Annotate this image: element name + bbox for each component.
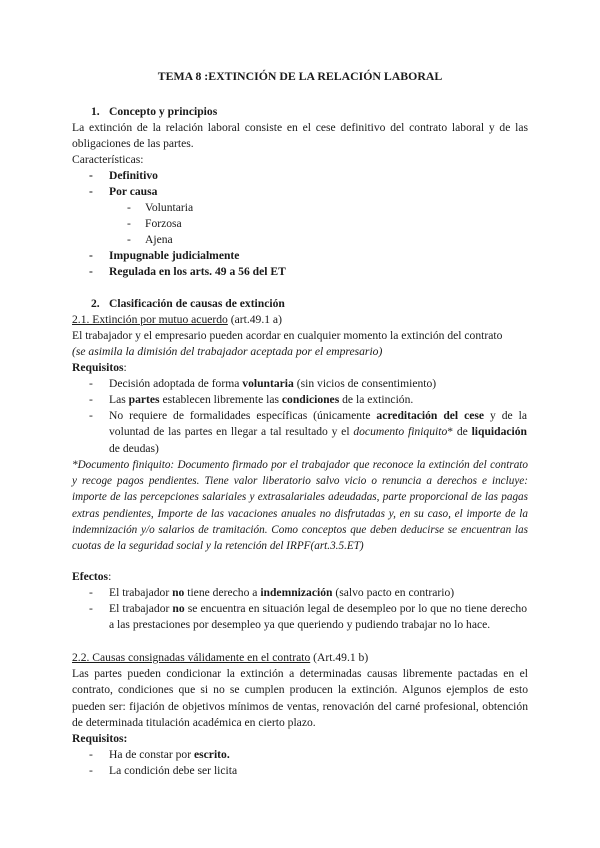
list-item: - No requiere de formalidades específicas (únicamente acreditación del cese y de la voluntad de las partes en llegar a tal resultado y el documento finiquito* de liquidación de deudas) <box>89 409 527 455</box>
list-item: - Las partes establecen libremente las condiciones de la extinción. <box>89 393 414 406</box>
list-item: - Decisión adoptada de forma voluntaria (sin vicios de consentimiento) <box>89 377 437 390</box>
requirements-label: Requisitos: <box>72 732 128 745</box>
section-2-number: 2. <box>91 297 100 310</box>
list-item: - La condición debe ser licita <box>89 764 238 777</box>
list-item: - Regulada en los arts. 49 a 56 del ET <box>89 265 286 278</box>
section-1-number: 1. <box>91 105 100 118</box>
subsection-2-1-heading: 2.1. Extinción por mutuo acuerdo (art.49.1 a) <box>72 313 282 326</box>
subsection-2-1-note: (se asimila la dimisión del trabajador aceptada por el empresario) <box>72 345 383 358</box>
list-item: - El trabajador no se encuentra en situación legal de desempleo por lo que no tiene derecho a las prestaciones por desempleo ya que queriendo y pudiendo trabajar no lo hace. <box>89 602 528 632</box>
requirements-label: Requisitos: <box>72 361 127 374</box>
list-item: - Ha de constar por escrito. <box>89 748 230 761</box>
subsection-2-1-text: El trabajador y el empresario pueden acordar en cualquier momento la extinción del contrato <box>72 329 503 342</box>
sub-list-item: - Forzosa <box>127 217 182 230</box>
characteristics-label: Características: <box>72 153 144 166</box>
list-item: - Por causa <box>89 185 158 198</box>
subsection-2-2-text: Las partes pueden condicionar la extinción a determinadas causas libremente pactadas en el contrato, condiciones que si no se cumplen producen la extinción. Algunos ejemplos de esto pueden ser: fijación de objetivos mínimos de ventas, renovación del carné profesional, obtención de determinada titulación académica en cierto plazo. <box>72 667 528 729</box>
subsection-2-2-heading: 2.2. Causas consignadas válidamente en el contrato (Art.49.1 b) <box>72 651 369 664</box>
section-2-title: Clasificación de causas de extinción <box>109 297 285 310</box>
section-1-intro: La extinción de la relación laboral consiste en el cese definitivo del contrato laboral y de las obligaciones de las partes. <box>72 121 528 151</box>
list-item: - El trabajador no tiene derecho a indemnización (salvo pacto en contrario) <box>89 586 455 599</box>
finiquito-footnote: *Documento finiquito: Documento firmado por el trabajador que reconoce la extinción del contrato y recoge pagos pendientes. Tiene valor liberatorio salvo vicio o renuncia a derechos e incluye: importe de las percepciones salariales y extrasalariales adeudadas, parte proporcional de las pagas extras pendientes, Importe de las vacaciones anuales no disfrutadas y, en su caso, el importe de la indemnización y/o salarios de tramitación. Como conceptos que deben deducirse se encuentran las cuotas de la seguridad social y la retención del IRPF(art.3.5.ET) <box>72 459 528 553</box>
effects-label: Efectos: <box>72 570 112 583</box>
section-1-heading <box>91 104 217 120</box>
list-item: - Impugnable judicialmente <box>89 249 240 262</box>
list-item: - Definitivo <box>89 169 158 182</box>
sub-list-item: - Ajena <box>127 233 173 246</box>
section-1-title: Concepto y principios <box>109 105 218 118</box>
page-title: TEMA 8 :EXTINCIÓN DE LA RELACIÓN LABORAL <box>157 69 443 83</box>
section-2-heading <box>91 296 285 312</box>
sub-list-item: - Voluntaria <box>127 201 194 214</box>
